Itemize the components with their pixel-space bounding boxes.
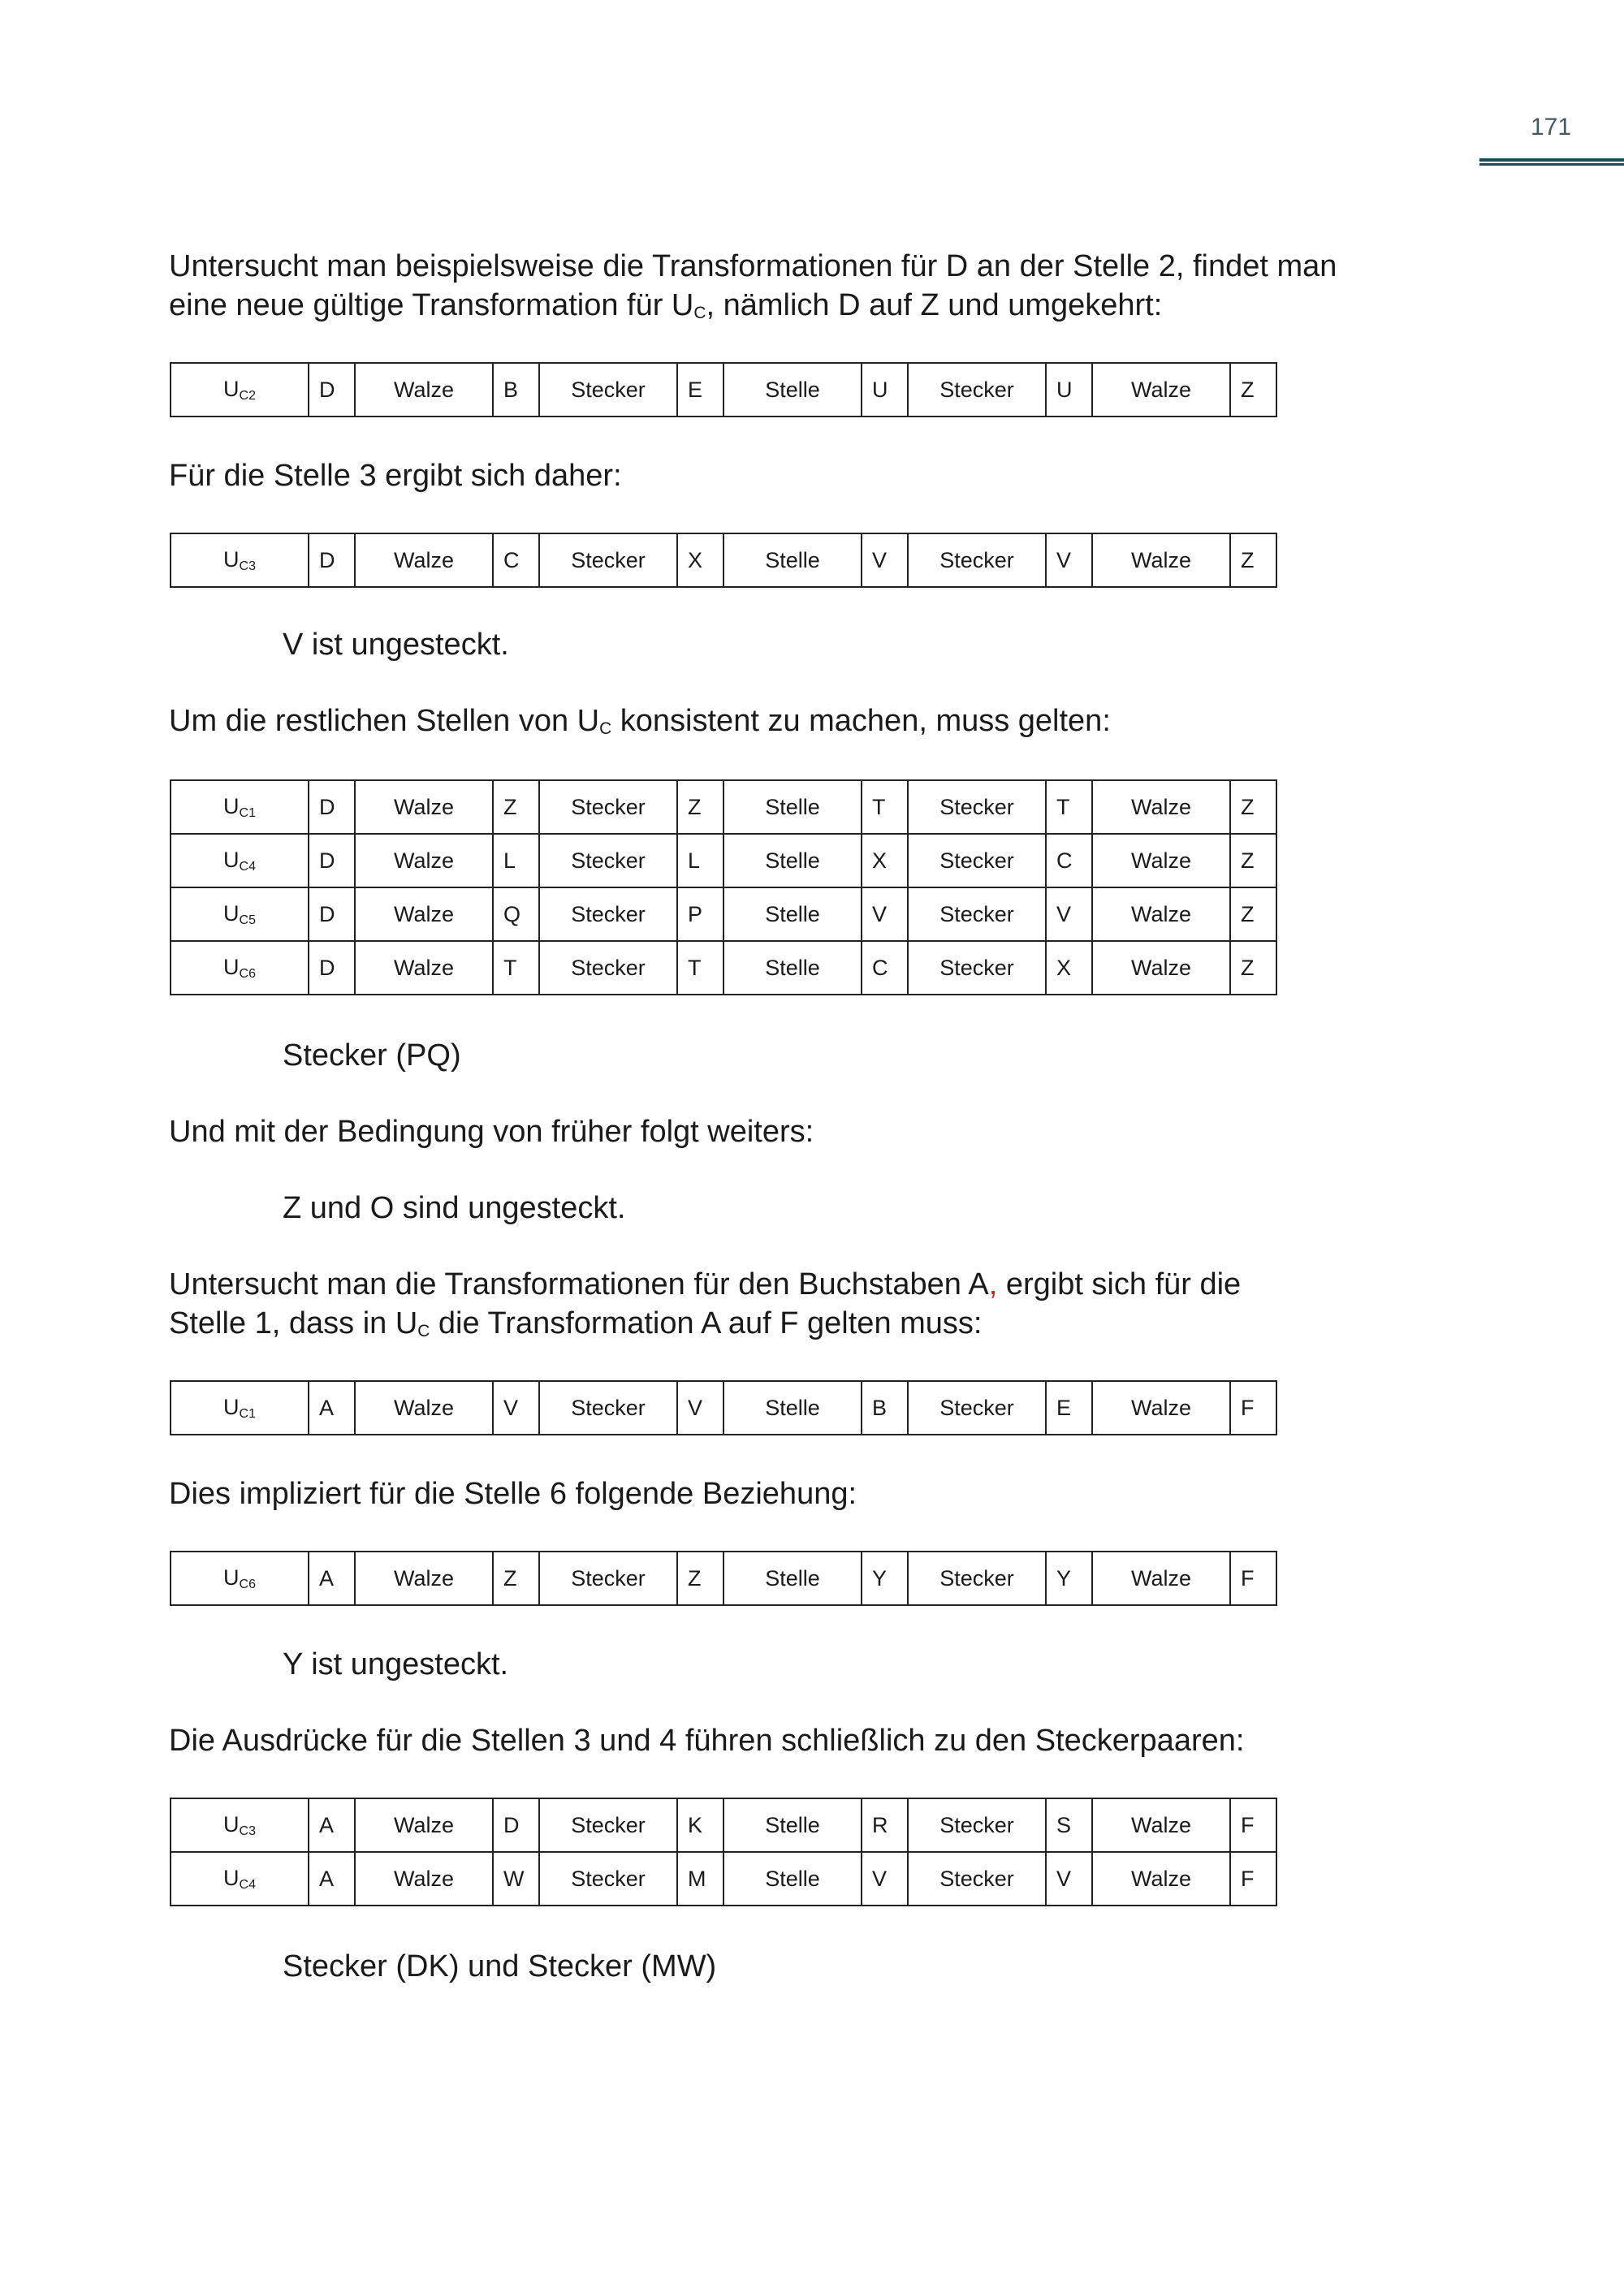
row-label-subscript: C6 (239, 1577, 256, 1591)
operation-cell: Stelle (723, 941, 862, 995)
operation-cell: Stelle (723, 1852, 862, 1906)
letter-cell: Y (1046, 1552, 1092, 1605)
row-label-base: U (223, 1865, 240, 1890)
row-label-base: U (223, 847, 240, 872)
letter-cell: P (677, 887, 723, 941)
paragraph-steckerpaare: Die Ausdrücke für die Stellen 3 und 4 führen schließlich zu den Steckerpaaren: (169, 1724, 1245, 1758)
operation-cell: Walze (355, 363, 493, 417)
operation-cell: Stelle (723, 1798, 862, 1852)
operation-cell: Stelle (723, 1381, 862, 1435)
letter-cell: W (493, 1852, 539, 1906)
note-stecker-dk-mw: Stecker (DK) und Stecker (MW) (283, 1949, 717, 1983)
row-label (171, 941, 309, 995)
row-label (171, 887, 309, 941)
table-row (171, 1552, 1276, 1605)
header-rule-bottom (1479, 163, 1624, 166)
letter-cell: V (862, 1852, 908, 1906)
operation-cell: Walze (355, 1552, 493, 1605)
letter-cell: V (1046, 1852, 1092, 1906)
paragraph-text: Untersucht man beispielsweise die Transformationen für D an der Stelle 2, findet man (169, 249, 1337, 283)
table-row (171, 1798, 1276, 1852)
letter-cell: D (309, 533, 355, 587)
row-label-base: U (223, 376, 240, 401)
operation-cell: Walze (1092, 1852, 1230, 1906)
operation-cell: Stecker (539, 1552, 677, 1605)
paragraph-text: konsistent zu machen, muss gelten: (611, 704, 1111, 738)
letter-cell: Z (1230, 834, 1276, 887)
letter-cell: D (309, 834, 355, 887)
letter-cell: Z (677, 780, 723, 834)
letter-cell: L (493, 834, 539, 887)
letter-cell: Z (1230, 941, 1276, 995)
operation-cell: Walze (1092, 780, 1230, 834)
paragraph-text: Stelle 1, dass in U (169, 1306, 418, 1340)
highlighted-comma: , (988, 1267, 998, 1301)
operation-cell: Stelle (723, 834, 862, 887)
letter-cell: K (677, 1798, 723, 1852)
letter-cell: X (677, 533, 723, 587)
row-label-base: U (223, 900, 240, 926)
row-label-subscript: C4 (239, 859, 256, 874)
note-v-ungesteckt: V ist ungesteckt. (283, 628, 509, 662)
operation-cell: Walze (355, 780, 493, 834)
letter-cell: Z (1230, 887, 1276, 941)
operation-cell: Walze (1092, 533, 1230, 587)
operation-cell: Walze (355, 941, 493, 995)
row-label-subscript: C3 (239, 1824, 256, 1838)
letter-cell: S (1046, 1798, 1092, 1852)
operation-cell: Stecker (908, 1798, 1046, 1852)
letter-cell: Z (1230, 780, 1276, 834)
letter-cell: T (862, 780, 908, 834)
row-label (171, 363, 309, 417)
letter-cell: R (862, 1798, 908, 1852)
row-label-base: U (223, 793, 240, 818)
letter-cell: Z (677, 1552, 723, 1605)
transformation-table-2 (170, 533, 1277, 588)
letter-cell: V (862, 533, 908, 587)
operation-cell: Walze (1092, 1552, 1230, 1605)
operation-cell: Stecker (908, 1852, 1046, 1906)
letter-cell: T (677, 941, 723, 995)
table-row (171, 941, 1276, 995)
page-number: 171 (1530, 114, 1572, 140)
table-row (171, 533, 1276, 587)
operation-cell: Walze (355, 1852, 493, 1906)
operation-cell: Walze (355, 834, 493, 887)
letter-cell: F (1230, 1552, 1276, 1605)
operation-cell: Stelle (723, 1552, 862, 1605)
operation-cell: Walze (1092, 887, 1230, 941)
subscript: C (417, 1322, 430, 1341)
letter-cell: C (862, 941, 908, 995)
transformation-table-1 (170, 362, 1277, 417)
transformation-table-6 (170, 1798, 1277, 1906)
operation-cell: Stecker (539, 1381, 677, 1435)
letter-cell: A (309, 1381, 355, 1435)
letter-cell: V (862, 887, 908, 941)
operation-cell: Stecker (908, 363, 1046, 417)
letter-cell: L (677, 834, 723, 887)
letter-cell: Z (493, 780, 539, 834)
letter-cell: Z (1230, 533, 1276, 587)
transformation-table-3 (170, 779, 1277, 995)
letter-cell: X (862, 834, 908, 887)
operation-cell: Walze (355, 1798, 493, 1852)
row-label (171, 1852, 309, 1906)
letter-cell: E (1046, 1381, 1092, 1435)
operation-cell: Stecker (539, 363, 677, 417)
row-label (171, 533, 309, 587)
row-label (171, 1381, 309, 1435)
operation-cell: Walze (1092, 1381, 1230, 1435)
table-row (171, 1852, 1276, 1906)
letter-cell: U (862, 363, 908, 417)
paragraph-intro (169, 247, 1436, 333)
letter-cell: T (493, 941, 539, 995)
note-z-o-ungesteckt: Z und O sind ungesteckt. (283, 1191, 626, 1225)
operation-cell: Stecker (539, 780, 677, 834)
letter-cell: V (493, 1381, 539, 1435)
paragraph-stelle-6: Dies impliziert für die Stelle 6 folgende Beziehung: (169, 1477, 857, 1511)
letter-cell: C (493, 533, 539, 587)
letter-cell: V (1046, 887, 1092, 941)
operation-cell: Stecker (908, 1552, 1046, 1605)
operation-cell: Stecker (539, 834, 677, 887)
letter-cell: A (309, 1798, 355, 1852)
letter-cell: F (1230, 1852, 1276, 1906)
letter-cell: B (862, 1381, 908, 1435)
letter-cell: E (677, 363, 723, 417)
table-row (171, 1381, 1276, 1435)
letter-cell: M (677, 1852, 723, 1906)
paragraph-text: Untersucht man die Transformationen für den Buchstaben A (169, 1267, 989, 1301)
letter-cell: Z (1230, 363, 1276, 417)
letter-cell: F (1230, 1798, 1276, 1852)
operation-cell: Stecker (539, 887, 677, 941)
note-stecker-pq: Stecker (PQ) (283, 1038, 461, 1073)
operation-cell: Walze (355, 533, 493, 587)
letter-cell: A (309, 1852, 355, 1906)
note-y-ungesteckt: Y ist ungesteckt. (283, 1647, 509, 1681)
subscript: C (599, 719, 612, 739)
table-row (171, 363, 1276, 417)
paragraph-text: Um die restlichen Stellen von U (169, 704, 600, 738)
row-label (171, 1798, 309, 1852)
operation-cell: Stelle (723, 780, 862, 834)
letter-cell: V (1046, 533, 1092, 587)
row-label-subscript: C1 (239, 1406, 256, 1421)
row-label-base: U (223, 954, 240, 979)
letter-cell: X (1046, 941, 1092, 995)
letter-cell: F (1230, 1381, 1276, 1435)
paragraph-text: , nämlich D auf Z und umgekehrt: (706, 288, 1163, 322)
row-label-base: U (223, 546, 240, 572)
operation-cell: Stecker (539, 1852, 677, 1906)
operation-cell: Walze (355, 1381, 493, 1435)
letter-cell: T (1046, 780, 1092, 834)
paragraph-restliche-stellen (169, 701, 1436, 749)
letter-cell: Z (493, 1552, 539, 1605)
operation-cell: Walze (1092, 1798, 1230, 1852)
row-label-base: U (223, 1811, 240, 1837)
letter-cell: Y (862, 1552, 908, 1605)
row-label-base: U (223, 1394, 240, 1419)
operation-cell: Stecker (908, 780, 1046, 834)
paragraph-text: die Transformation A auf F gelten muss: (430, 1306, 983, 1340)
row-label-subscript: C1 (239, 805, 256, 820)
operation-cell: Stecker (908, 941, 1046, 995)
table-row (171, 780, 1276, 834)
row-label-subscript: C6 (239, 966, 256, 981)
operation-cell: Stelle (723, 533, 862, 587)
row-label-subscript: C2 (239, 388, 256, 403)
operation-cell: Walze (1092, 941, 1230, 995)
paragraph-bedingung: Und mit der Bedingung von früher folgt weiters: (169, 1115, 814, 1149)
letter-cell: U (1046, 363, 1092, 417)
letter-cell: B (493, 363, 539, 417)
letter-cell: A (309, 1552, 355, 1605)
operation-cell: Stecker (908, 887, 1046, 941)
transformation-table-5 (170, 1551, 1277, 1606)
row-label-subscript: C3 (239, 559, 256, 573)
paragraph-buchstabe-a (169, 1265, 1436, 1351)
operation-cell: Stelle (723, 363, 862, 417)
row-label-base: U (223, 1565, 240, 1590)
operation-cell: Stecker (908, 533, 1046, 587)
row-label (171, 1552, 309, 1605)
operation-cell: Stelle (723, 887, 862, 941)
table-row (171, 834, 1276, 887)
row-label (171, 780, 309, 834)
letter-cell: D (309, 780, 355, 834)
transformation-table-4 (170, 1380, 1277, 1435)
table-row (171, 887, 1276, 941)
row-label-subscript: C5 (239, 913, 256, 927)
operation-cell: Stecker (539, 533, 677, 587)
letter-cell: Q (493, 887, 539, 941)
letter-cell: D (309, 363, 355, 417)
subscript: C (693, 304, 706, 323)
paragraph-stelle-3: Für die Stelle 3 ergibt sich daher: (169, 459, 622, 493)
letter-cell: D (309, 887, 355, 941)
letter-cell: D (493, 1798, 539, 1852)
header-rule-top (1479, 158, 1624, 162)
letter-cell: C (1046, 834, 1092, 887)
operation-cell: Stecker (908, 834, 1046, 887)
letter-cell: V (677, 1381, 723, 1435)
row-label (171, 834, 309, 887)
paragraph-text: eine neue gültige Transformation für U (169, 288, 694, 322)
letter-cell: D (309, 941, 355, 995)
operation-cell: Walze (1092, 363, 1230, 417)
operation-cell: Stecker (539, 1798, 677, 1852)
operation-cell: Walze (1092, 834, 1230, 887)
row-label-subscript: C4 (239, 1877, 256, 1892)
operation-cell: Stecker (539, 941, 677, 995)
operation-cell: Walze (355, 887, 493, 941)
operation-cell: Stecker (908, 1381, 1046, 1435)
paragraph-text: ergibt sich für die (997, 1267, 1242, 1301)
